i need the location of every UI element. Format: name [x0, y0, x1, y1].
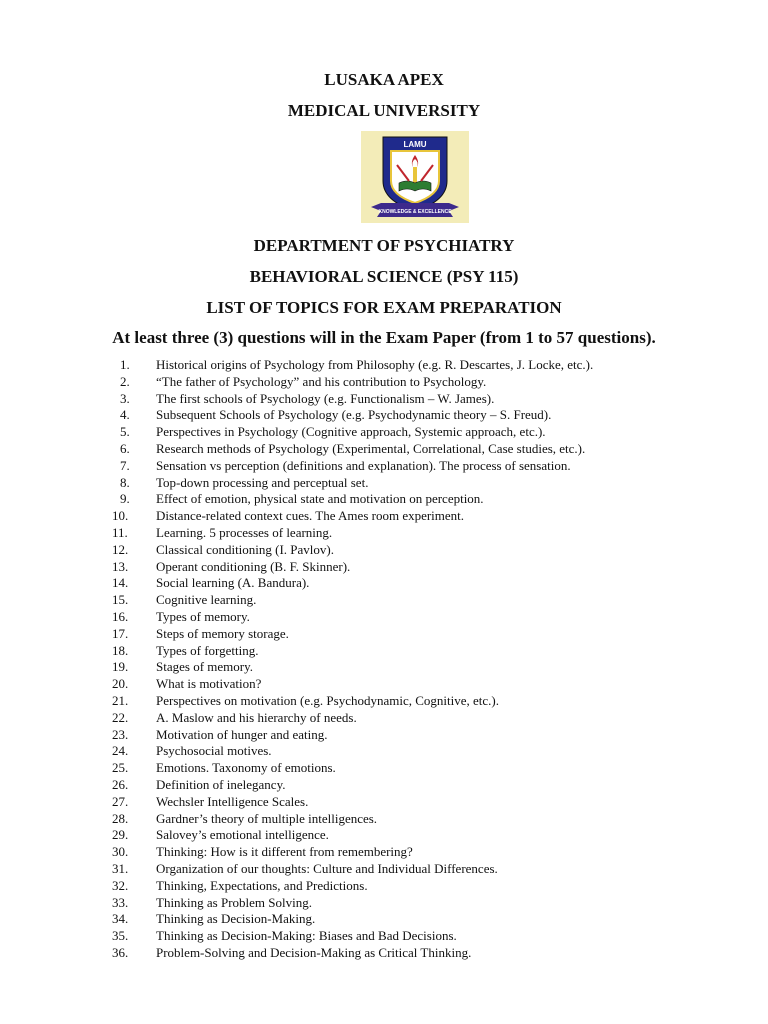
- topic-number: 32.: [112, 877, 129, 893]
- exam-note: At least three (3) questions will in the Exam Paper (from 1 to 57 questions).: [112, 328, 656, 347]
- university-crest-icon: [361, 131, 469, 223]
- topic-number: 24.: [112, 743, 129, 759]
- topic-number: 1.: [120, 357, 130, 372]
- topic-number: 33.: [112, 894, 129, 910]
- topic-number: 8.: [120, 474, 130, 490]
- topic-number: 3.: [120, 390, 130, 406]
- topic-number: 34.: [112, 911, 129, 927]
- topic-text: Types of forgetting.: [156, 642, 259, 658]
- topic-number: 14.: [112, 575, 129, 591]
- topic-number: 31.: [112, 860, 129, 876]
- topic-text: Gardner’s theory of multiple intelligences.: [156, 810, 378, 826]
- university-name-line1: LUSAKA APEX: [324, 70, 444, 89]
- topic-text: Cognitive learning.: [156, 592, 257, 608]
- topic-number: 9.: [120, 491, 130, 507]
- list-item: [112, 928, 593, 945]
- topic-text: Operant conditioning (B. F. Skinner).: [156, 558, 351, 574]
- topic-number: 23.: [112, 726, 129, 742]
- topic-text: Organization of our thoughts: Culture and Individual Differences.: [156, 860, 498, 876]
- list-item: [112, 911, 593, 928]
- list-item: [112, 626, 593, 643]
- topic-text: Psychosocial motives.: [156, 743, 272, 759]
- topic-text: Research methods of Psychology (Experimental, Correlational, Case studies, etc.).: [156, 440, 586, 456]
- topic-text: Sensation vs perception (definitions and explanation). The process of sensation.: [156, 457, 571, 473]
- topic-number: 27.: [112, 793, 129, 809]
- list-item: [112, 743, 593, 760]
- topic-number: 11.: [112, 524, 128, 540]
- list-item: [112, 895, 593, 912]
- list-item: [112, 710, 593, 727]
- topic-text: Top-down processing and perceptual set.: [156, 474, 369, 490]
- topic-text: Thinking as Decision-Making.: [156, 911, 316, 927]
- topic-list: [112, 357, 593, 962]
- course-title: BEHAVIORAL SCIENCE (PSY 115): [249, 267, 519, 286]
- topic-number: 21.: [112, 692, 129, 708]
- topic-number: 13.: [112, 558, 129, 574]
- list-item: [112, 676, 593, 693]
- list-item: [112, 424, 593, 441]
- list-item: [112, 878, 593, 895]
- university-name-line2: MEDICAL UNIVERSITY: [287, 101, 481, 120]
- topic-text: Learning. 5 processes of learning.: [156, 524, 333, 540]
- topic-text: Motivation of hunger and eating.: [156, 726, 328, 742]
- topic-number: 30.: [112, 844, 129, 860]
- list-item: [112, 525, 593, 542]
- topic-text: Wechsler Intelligence Scales.: [156, 793, 309, 809]
- list-item: [112, 374, 593, 391]
- list-item: [112, 559, 593, 576]
- topic-text: “The father of Psychology” and his contribution to Psychology.: [156, 373, 487, 389]
- topic-number: 20.: [112, 676, 129, 692]
- list-item: [112, 609, 593, 626]
- topic-text: Social learning (A. Bandura).: [156, 575, 310, 591]
- crest-ribbon-text: KNOWLEDGE & EXCELLENCE: [378, 209, 452, 215]
- topic-number: 18.: [112, 642, 129, 658]
- topic-number: 29.: [112, 827, 129, 843]
- topic-text: Salovey’s emotional intelligence.: [156, 827, 329, 843]
- topic-text: Classical conditioning (I. Pavlov).: [156, 541, 335, 557]
- topic-number: 22.: [112, 709, 129, 725]
- topic-text: Subsequent Schools of Psychology (e.g. Psychodynamic theory – S. Freud).: [156, 407, 552, 423]
- list-item: [112, 575, 593, 592]
- list-item: [112, 441, 593, 458]
- list-item: [112, 659, 593, 676]
- topic-text: Definition of inelegancy.: [156, 776, 286, 792]
- topic-number: 36.: [112, 944, 129, 960]
- topic-number: 4.: [120, 407, 130, 423]
- topic-text: Thinking as Problem Solving.: [156, 894, 312, 910]
- list-item: [112, 391, 593, 408]
- list-item: [112, 844, 593, 861]
- list-item: [112, 861, 593, 878]
- list-item: [112, 592, 593, 609]
- topic-text: Steps of memory storage.: [156, 625, 289, 641]
- department-title: DEPARTMENT OF PSYCHIATRY: [253, 236, 515, 255]
- topic-number: 7.: [120, 457, 130, 473]
- list-item: [112, 491, 593, 508]
- crest-top-text: LAMU: [403, 140, 427, 149]
- topic-text: Effect of emotion, physical state and motivation on perception.: [156, 491, 484, 507]
- topic-number: 28.: [112, 810, 129, 826]
- list-item: [112, 643, 593, 660]
- list-item: [112, 727, 593, 744]
- topic-text: Emotions. Taxonomy of emotions.: [156, 760, 336, 776]
- topic-text: Thinking as Decision-Making: Biases and Bad Decisions.: [156, 928, 457, 944]
- topic-number: 5.: [120, 424, 130, 440]
- topic-text: Perspectives in Psychology (Cognitive approach, Systemic approach, etc.).: [156, 424, 546, 440]
- topic-number: 10.: [112, 508, 129, 524]
- topic-number: 2.: [120, 373, 130, 389]
- list-item: [112, 357, 593, 374]
- list-title: LIST OF TOPICS FOR EXAM PREPARATION: [206, 298, 562, 317]
- list-item: [112, 407, 593, 424]
- topic-number: 6.: [120, 440, 130, 456]
- topic-text: Types of memory.: [156, 608, 250, 624]
- topic-number: 19.: [112, 659, 129, 675]
- list-item: [112, 693, 593, 710]
- list-item: [112, 458, 593, 475]
- list-item: [112, 760, 593, 777]
- topic-text: Problem-Solving and Decision-Making as Critical Thinking.: [156, 944, 472, 960]
- list-item: [112, 811, 593, 828]
- topic-text: A. Maslow and his hierarchy of needs.: [156, 709, 357, 725]
- topic-text: The first schools of Psychology (e.g. Functionalism – W. James).: [156, 390, 495, 406]
- topic-number: 16.: [112, 608, 129, 624]
- topic-number: 25.: [112, 760, 129, 776]
- topic-text: Stages of memory.: [156, 659, 253, 675]
- topic-text: Historical origins of Psychology from Philosophy (e.g. R. Descartes, J. Locke, etc.).: [156, 357, 594, 372]
- list-item: [112, 542, 593, 559]
- topic-number: 12.: [112, 541, 129, 557]
- topic-text: Thinking, Expectations, and Predictions.: [156, 877, 368, 893]
- list-item: [112, 945, 593, 962]
- topic-number: 26.: [112, 776, 129, 792]
- list-item: [112, 827, 593, 844]
- topic-number: 15.: [112, 592, 129, 608]
- topic-number: 35.: [112, 928, 129, 944]
- crest-torch: [413, 167, 417, 183]
- list-item: [112, 475, 593, 492]
- topic-text: Distance-related context cues. The Ames room experiment.: [156, 508, 465, 524]
- list-item: [112, 794, 593, 811]
- topic-number: 17.: [112, 625, 129, 641]
- topic-text: Perspectives on motivation (e.g. Psychodynamic, Cognitive, etc.).: [156, 692, 499, 708]
- list-item: [112, 508, 593, 525]
- list-item: [112, 777, 593, 794]
- topic-text: What is motivation?: [156, 676, 262, 692]
- topic-text: Thinking: How is it different from remembering?: [156, 844, 413, 860]
